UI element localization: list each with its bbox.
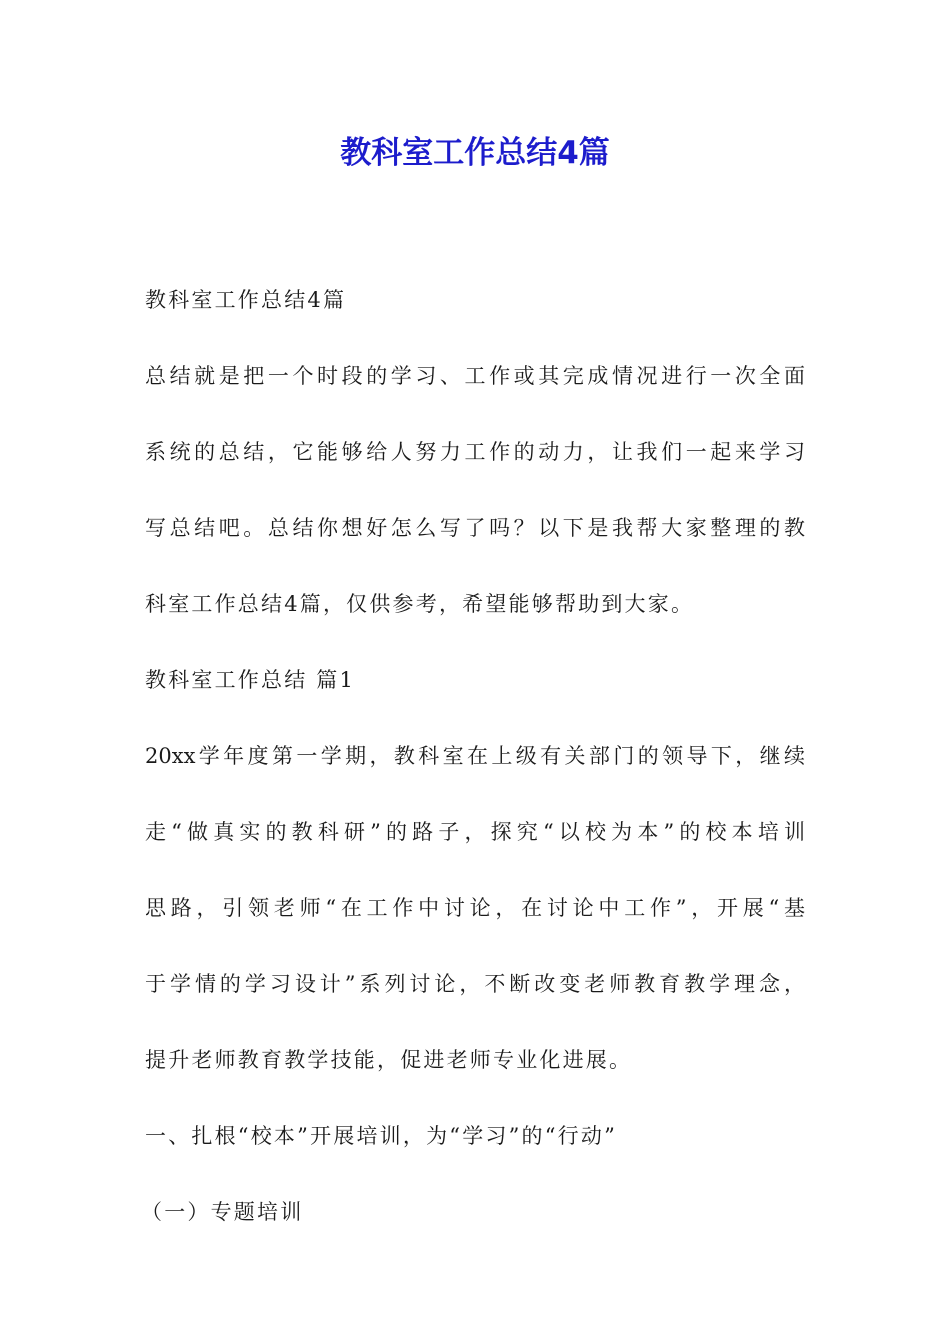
document-title: 教科室工作总结4篇 <box>340 135 610 171</box>
intro-line-4: 科室工作总结4篇，仅供参考，希望能够帮助到大家。 <box>145 592 695 616</box>
body-line-2: 走“做真实的教科研”的路子，探究“以校为本”的校本培训 <box>145 820 805 844</box>
section-heading-1: 教科室工作总结 篇1 <box>145 668 356 692</box>
body-line-4: 于学情的学习设计”系列讨论，不断改变老师教育教学理念， <box>145 972 805 996</box>
body-line-1: 20xx学年度第一学期，教科室在上级有关部门的领导下，继续 <box>145 744 805 768</box>
subsection-heading-1: （一）专题培训 <box>141 1200 304 1224</box>
body-line-3: 思路，引领老师“在工作中讨论，在讨论中工作”，开展“基 <box>145 896 805 920</box>
intro-line-2: 系统的总结，它能够给人努力工作的动力，让我们一起来学习 <box>145 440 805 464</box>
document-body <box>141 262 805 1250</box>
intro-line-1: 总结就是把一个时段的学习、工作或其完成情况进行一次全面 <box>145 364 805 388</box>
chapter-heading-1: 一、扎根“校本”开展培训，为“学习”的“行动” <box>145 1124 618 1148</box>
intro-line-3: 写总结吧。总结你想好怎么写了吗？以下是我帮大家整理的教 <box>145 516 805 540</box>
subtitle-line: 教科室工作总结4篇 <box>145 288 347 312</box>
body-line-5: 提升老师教育教学技能，促进老师专业化进展。 <box>145 1048 633 1072</box>
